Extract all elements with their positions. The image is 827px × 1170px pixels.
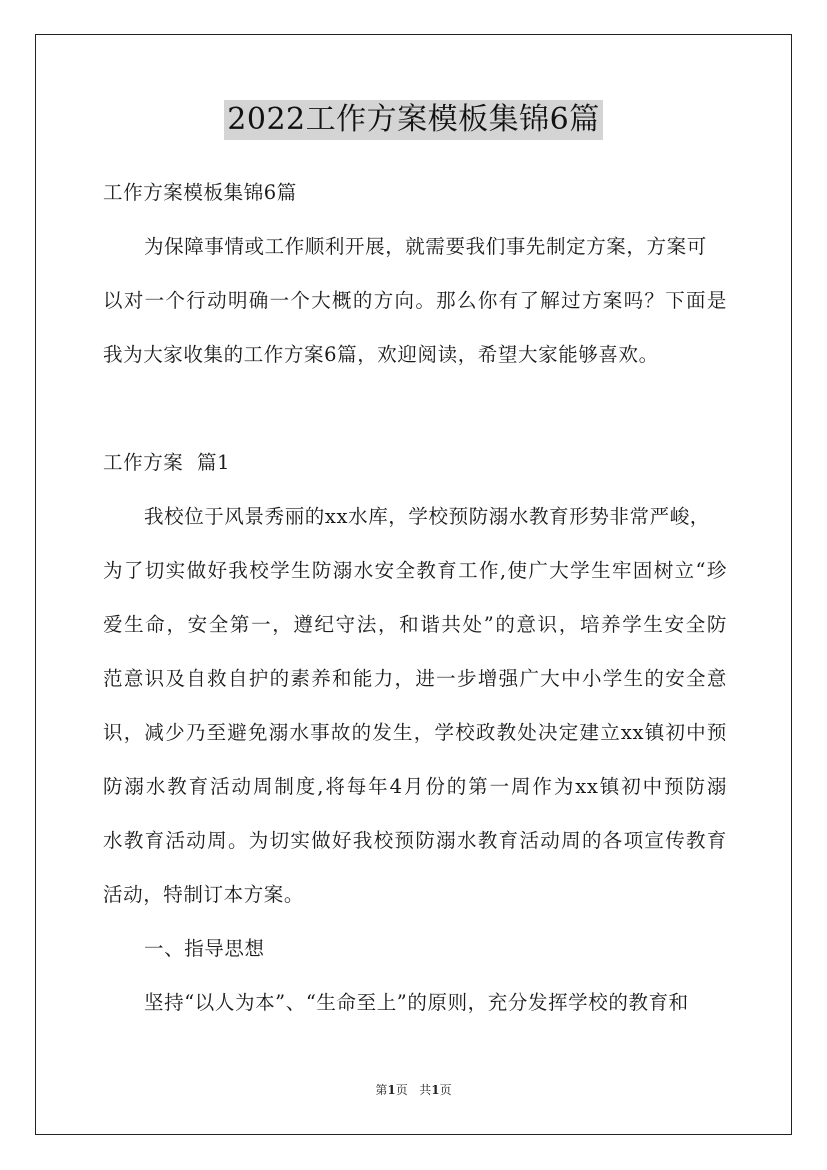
section-line: 为了切实做好我校学生防溺水安全教育工作,使广大学生牢固树立“珍	[103, 559, 727, 582]
intro-line: 以对一个行动明确一个大概的方向。那么你有了解过方案吗？下面是	[103, 289, 727, 312]
paragraph-gap	[103, 382, 727, 436]
document-body	[103, 166, 727, 1030]
section-line: 范意识及自救自护的素养和能力，进一步增强广大中小学生的安全意	[103, 667, 727, 690]
document-subtitle: 工作方案模板集锦6篇	[103, 181, 297, 204]
section-line: 活动，特制订本方案。	[103, 883, 305, 906]
footer-suffix: 页	[439, 1083, 452, 1097]
footer-mid: 页 共	[395, 1083, 432, 1097]
intro-line: 我为大家收集的工作方案6篇，欢迎阅读，希望大家能够喜欢。	[103, 343, 659, 366]
title-container	[0, 100, 827, 140]
section-line: 防溺水教育活动周制度,将每年4月份的第一周作为xx镇初中预防溺	[103, 775, 727, 798]
footer-prefix: 第	[375, 1083, 388, 1097]
page-footer	[0, 1082, 827, 1098]
footer-page-number: 1	[387, 1083, 396, 1097]
subheading-guiding-ideology: 一、指导思想	[144, 937, 265, 960]
section-line: 识，减少乃至避免溺水事故的发生，学校政教处决定建立xx镇初中预	[103, 721, 727, 744]
document-title: 2022工作方案模板集锦6篇	[224, 100, 602, 140]
section-line: 爱生命，安全第一，遵纪守法，和谐共处”的意识，培养学生安全防	[103, 613, 727, 636]
section-line: 我校位于风景秀丽的xx水库，学校预防溺水教育形势非常严峻，	[144, 505, 710, 528]
footer-page-total: 1	[431, 1083, 440, 1097]
section-heading: 工作方案 篇1	[103, 451, 231, 474]
section-line: 水教育活动周。为切实做好我校预防溺水教育活动周的各项宣传教育	[103, 829, 727, 852]
body-line: 坚持“以人为本”、“生命至上”的原则，充分发挥学校的教育和	[144, 991, 689, 1014]
intro-line: 为保障事情或工作顺利开展，就需要我们事先制定方案，方案可	[144, 235, 707, 258]
